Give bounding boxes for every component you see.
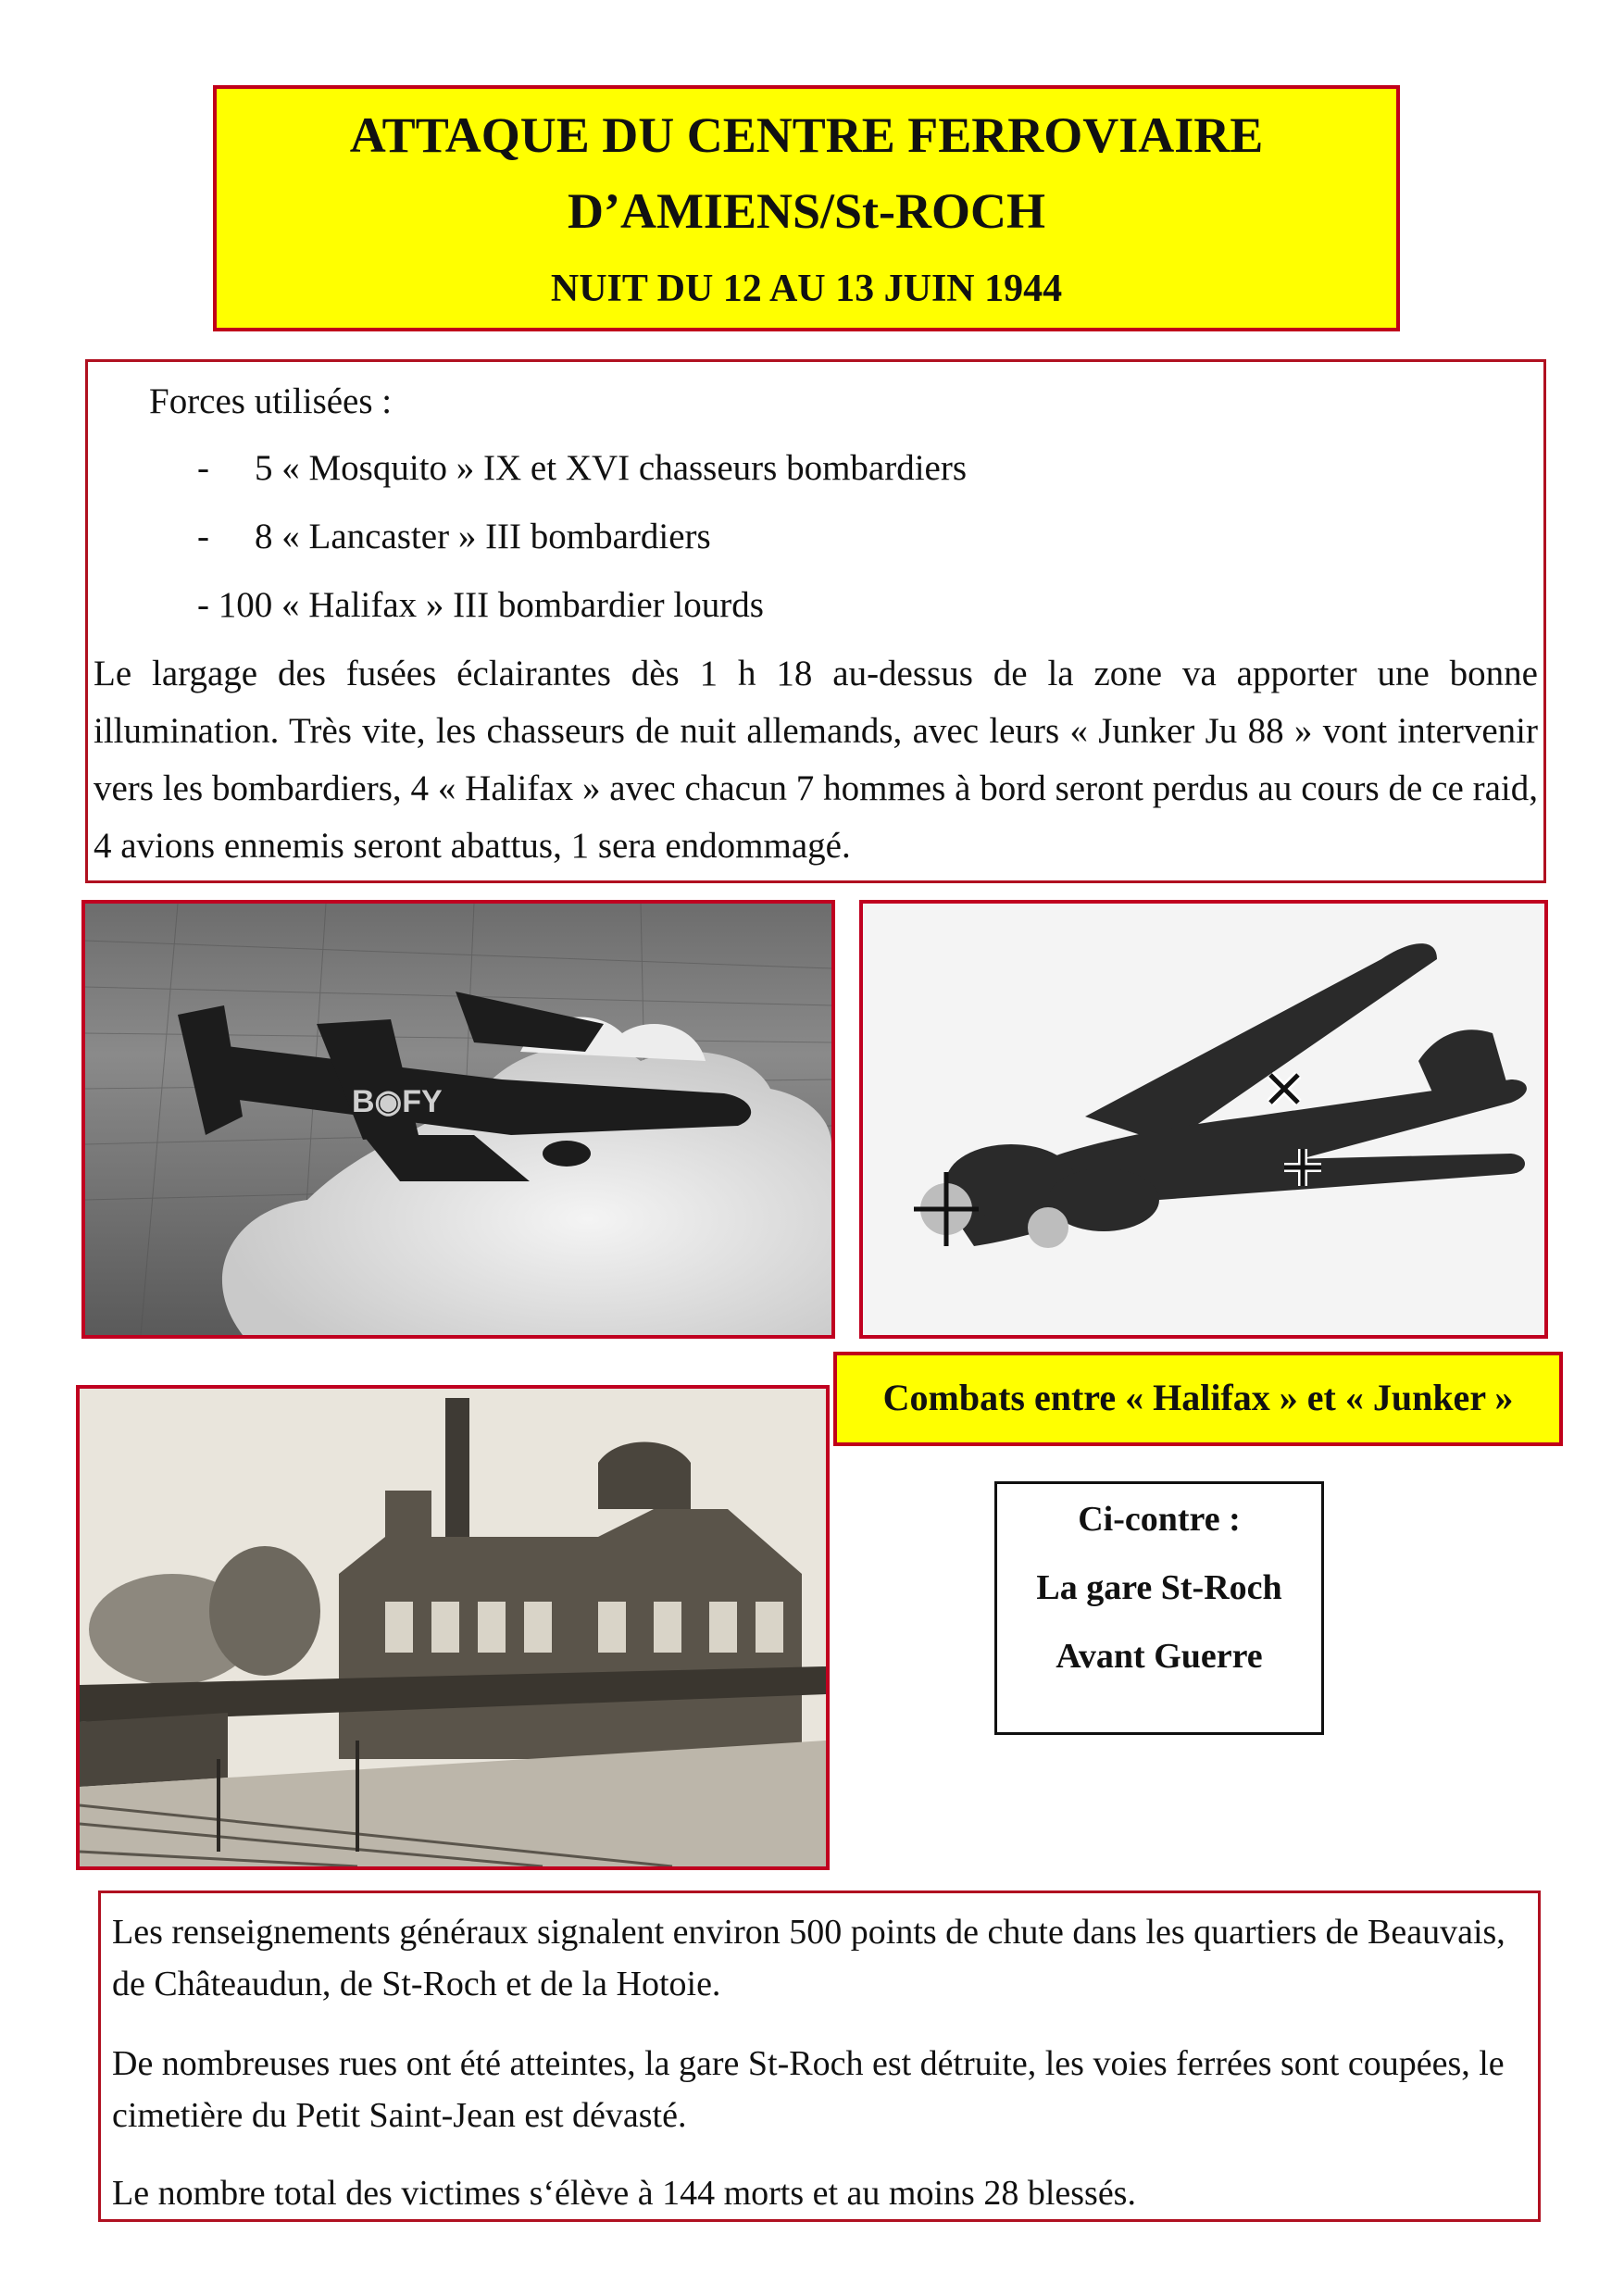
junker-illustration (863, 904, 1544, 1335)
gare-illustration (80, 1389, 826, 1866)
cicontre-line-1: Ci-contre : (1078, 1500, 1241, 1539)
junker-photo (859, 900, 1548, 1339)
combat-caption: Combats entre « Halifax » et « Junker » (833, 1352, 1563, 1446)
halifax-photo (81, 900, 835, 1339)
force-item (197, 445, 967, 492)
title-box (213, 85, 1400, 331)
bottom-box (98, 1890, 1541, 2222)
force-text: 8 « Lancaster » III bombardiers (255, 517, 711, 556)
bottom-paragraph-3: Le nombre total des victimes s‘élève à 144 morts et au moins 28 blessés. (112, 2174, 1136, 2213)
force-dash: - (197, 448, 209, 488)
cicontre-line-3: Avant Guerre (1056, 1637, 1263, 1676)
halifax-marking: B◉FY (352, 1084, 443, 1119)
force-text: - 100 « Halifax » III bombardier lourds (197, 585, 764, 625)
cicontre-box (994, 1481, 1324, 1735)
forces-intro: Forces utilisées : (149, 381, 393, 421)
forces-paragraph: Le largage des fusées éclairantes dès 1 h 18 au-dessus de la zone va apporter une bonne illumination. Très vite, les chasseurs de nuit allemands, avec leurs « Junker Ju 88 » vont intervenir vers les bombardiers, 4 « Halifax » avec chacun 7 hommes à bord seront perdus au cours de ce raid, 4 avions ennemis seront abattus, 1 sera endommagé. (94, 654, 1538, 866)
bottom-paragraph-1: Les renseignements généraux signalent environ 500 points de chute dans les quartiers de Beauvais, de Châteaudun, de St-Roch et de la Hotoie. (112, 1913, 1505, 2003)
force-text: 5 « Mosquito » IX et XVI chasseurs bombardiers (255, 448, 968, 488)
title-line-2: D’AMIENS/St-ROCH (567, 183, 1045, 239)
halifax-illustration (85, 904, 831, 1335)
force-item (197, 514, 711, 560)
title-line-1: ATTAQUE DU CENTRE FERROVIAIRE (349, 107, 1264, 163)
force-dash: - (197, 517, 209, 556)
forces-box (85, 359, 1546, 883)
cicontre-line-2: La gare St-Roch (1036, 1568, 1282, 1607)
gare-st-roch-photo (76, 1385, 830, 1870)
force-item (197, 582, 764, 629)
title-line-3: NUIT DU 12 AU 13 JUIN 1944 (550, 268, 1063, 310)
bottom-paragraph-2: De nombreuses rues ont été atteintes, la gare St-Roch est détruite, les voies ferrées sont coupées, le cimetière du Petit Saint-Jean est dévasté. (112, 2044, 1505, 2135)
